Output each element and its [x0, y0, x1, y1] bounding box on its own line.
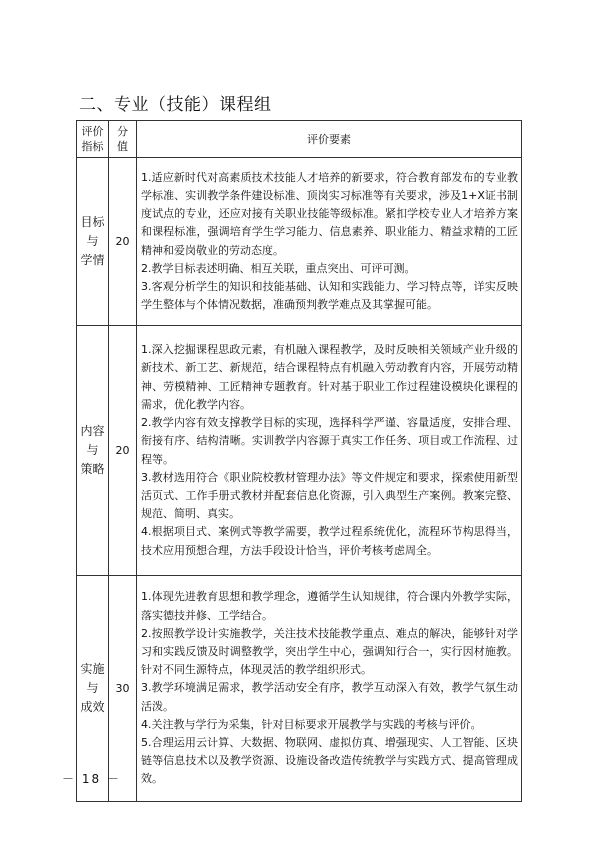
- header-requirements: 评价要素: [137, 121, 522, 158]
- indicator-cell: 目标 与 学情: [77, 158, 109, 326]
- requirement-item: 1.体现先进教育思想和教学理念，遵循学生认知规律，符合课内外教学实际，落实德技并修、工学结合。: [141, 590, 518, 622]
- table-row: [77, 158, 522, 326]
- requirement-item: 3.教学环境满足需求，教学活动安全有序，教学互动深入有效，教学气氛生动活泼。: [141, 681, 518, 713]
- requirement-item: 3.客观分析学生的知识和技能基础、认知和实践能力、学习特点等，详实反映学生整体与个体情况数据，准确预判教学难点及其掌握可能。: [141, 279, 518, 312]
- requirements-cell: [137, 326, 522, 576]
- requirement-item: 2.教学目标表述明确、相互关联，重点突出、可评可测。: [141, 261, 416, 275]
- requirement-item: 4.关注教与学行为采集，针对目标要求开展教学与实践的考核与评价。: [141, 717, 482, 731]
- requirement-item: 1.适应新时代对高素质技术技能人才培养的新要求，符合教育部发布的专业教学标准、实训教学条件建设标准、顶岗实习标准等有关要求，涉及1+X证书制度试点的专业，还应对接有关职业技能等级标准。紧扣学校专业人才培养方案和课程标准，强调培育学生学习能力、信息素养、职业能力、精益求精的工匠精神和爱岗敬业的劳动态度。: [141, 170, 518, 257]
- header-indicator: 评价 指标: [77, 121, 109, 158]
- table-row: [77, 576, 522, 802]
- requirements-cell: [137, 158, 522, 326]
- page-number: － 18 －: [62, 772, 121, 786]
- requirement-item: 1.深入挖掘课程思政元素，有机融入课程教学，及时反映相关领域产业升级的新技术、新工艺、新规范，结合课程特点有机融入劳动教育内容，开展劳动精神、劳模精神、工匠精神专题教育。针对基于职业工作过程建设模块化课程的需求，优化教学内容。: [141, 343, 518, 411]
- table-header-row: [77, 121, 522, 158]
- requirement-item: 2.按照教学设计实施教学，关注技术技能教学重点、难点的解决，能够针对学习和实践反馈及时调整教学，突出学生中心，强调知行合一，实行因材施教。针对不同生源特点，体现灵活的教学组织形式。: [141, 626, 518, 677]
- indicator-cell: 内容 与 策略: [77, 326, 109, 576]
- requirement-item: 5.合理运用云计算、大数据、物联网、虚拟仿真、增强现实、人工智能、区块链等信息技术以及教学资源、设施设备改造传统教学与实践方式、提高管理成效。: [141, 736, 518, 786]
- requirement-item: 4.根据项目式、案例式等教学需要，教学过程系统优化，流程环节构思得当，技术应用预想合理，方法手段设计恰当，评价考核考虑周全。: [141, 525, 518, 557]
- header-score: 分 值: [109, 121, 137, 158]
- score-cell: 30: [109, 576, 137, 802]
- requirement-item: 2.教学内容有效支撑教学目标的实现，选择科学严谨、容量适度，安排合理、衔接有序、结构清晰。实训教学内容源于真实工作任务、项目或工作流程、过程等。: [141, 416, 518, 466]
- evaluation-table: [76, 120, 522, 802]
- section-title: 二、专业（技能）课程组: [79, 95, 272, 115]
- indicator-cell: 实施 与 成效: [77, 576, 109, 802]
- score-cell: 20: [109, 158, 137, 326]
- score-cell: 20: [109, 326, 137, 576]
- table-row: [77, 326, 522, 576]
- requirement-item: 3.教材选用符合《职业院校教材管理办法》等文件规定和要求，探索使用新型活页式、工作手册式教材并配套信息化资源，引入典型生产案例。教案完整、规范、简明、真实。: [141, 470, 518, 521]
- requirements-cell: [137, 576, 522, 802]
